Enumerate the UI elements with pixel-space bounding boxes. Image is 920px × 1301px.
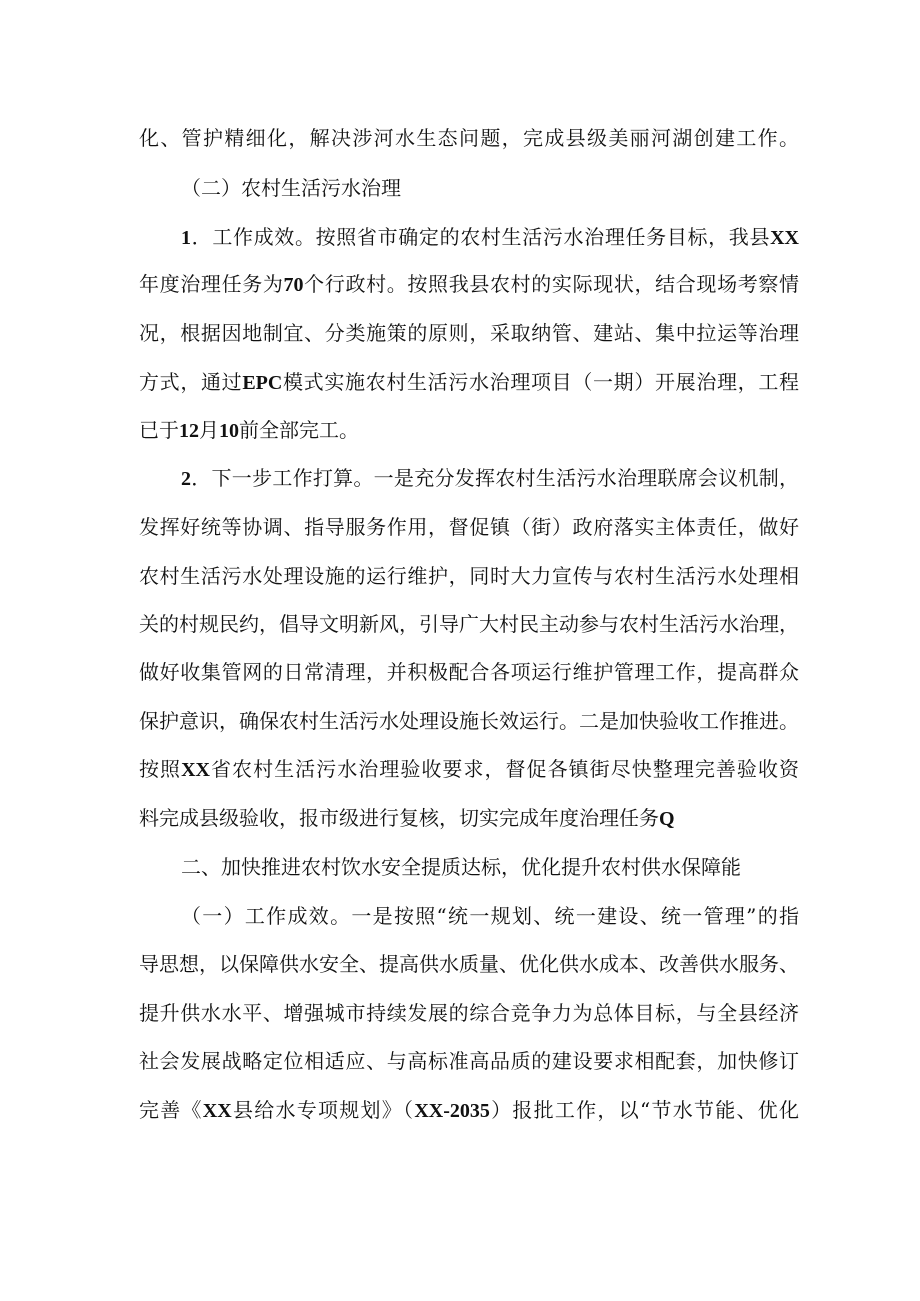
paragraph-line: 做好收集管网的日常清理，并积极配合各项运行维护管理工作，提高群众 <box>139 660 799 684</box>
paragraph-line: 关的村规民约，倡导文明新风，引导广大村民主动参与农村生活污水治理， <box>139 612 799 636</box>
paragraph-line: 完善《XX县给水专项规划》（XX-2035）报批工作，以“节水节能、优化 <box>139 1098 799 1122</box>
paragraph-line: 农村生活污水处理设施的运行维护，同时大力宣传与农村生活污水处理相 <box>139 564 799 588</box>
section-heading: 二、加快推进农村饮水安全提质达标，优化提升农村供水保障能 <box>181 855 741 879</box>
paragraph-line: 发挥好统等协调、指导服务作用，督促镇（街）政府落实主体责任，做好 <box>139 515 799 539</box>
paragraph-line: 年度治理任务为70个行政村。按照我县农村的实际现状，结合现场考察情 <box>139 272 799 296</box>
paragraph-line: （一）工作成效。一是按照“统一规划、统一建设、统一管理”的指 <box>181 904 799 928</box>
paragraph-line: 料完成县级验收，报市级进行复核，切实完成年度治理任务Q <box>139 806 675 830</box>
paragraph-line: 况，根据因地制宜、分类施策的原则，采取纳管、建站、集中拉运等治理 <box>139 321 799 345</box>
paragraph-line: 提升供水水平、增强城市持续发展的综合竞争力为总体目标，与全县经济 <box>139 1001 799 1025</box>
paragraph-line: 社会发展战略定位相适应、与高标准高品质的建设要求相配套，加快修订 <box>139 1049 799 1073</box>
paragraph-line: 1．工作成效。按照省市确定的农村生活污水治理任务目标，我县XX <box>181 225 799 249</box>
section-heading: （二）农村生活污水治理 <box>181 176 401 200</box>
paragraph-line: 保护意识，确保农村生活污水处理设施长效运行。二是加快验收工作推进。 <box>139 709 799 733</box>
paragraph-line: 已于12月10前全部完工。 <box>139 418 359 442</box>
paragraph-line: 按照XX省农村生活污水治理验收要求，督促各镇街尽快整理完善验收资 <box>139 757 799 781</box>
paragraph-line: 2．下一步工作打算。一是充分发挥农村生活污水治理联席会议机制， <box>181 466 799 490</box>
paragraph-line: 方式，通过EPC模式实施农村生活污水治理项目（一期）开展治理，工程 <box>139 370 799 394</box>
paragraph-line: 化、管护精细化，解决涉河水生态问题，完成县级美丽河湖创建工作。 <box>139 126 799 150</box>
paragraph-line: 导思想，以保障供水安全、提高供水质量、优化供水成本、改善供水服务、 <box>139 952 799 976</box>
